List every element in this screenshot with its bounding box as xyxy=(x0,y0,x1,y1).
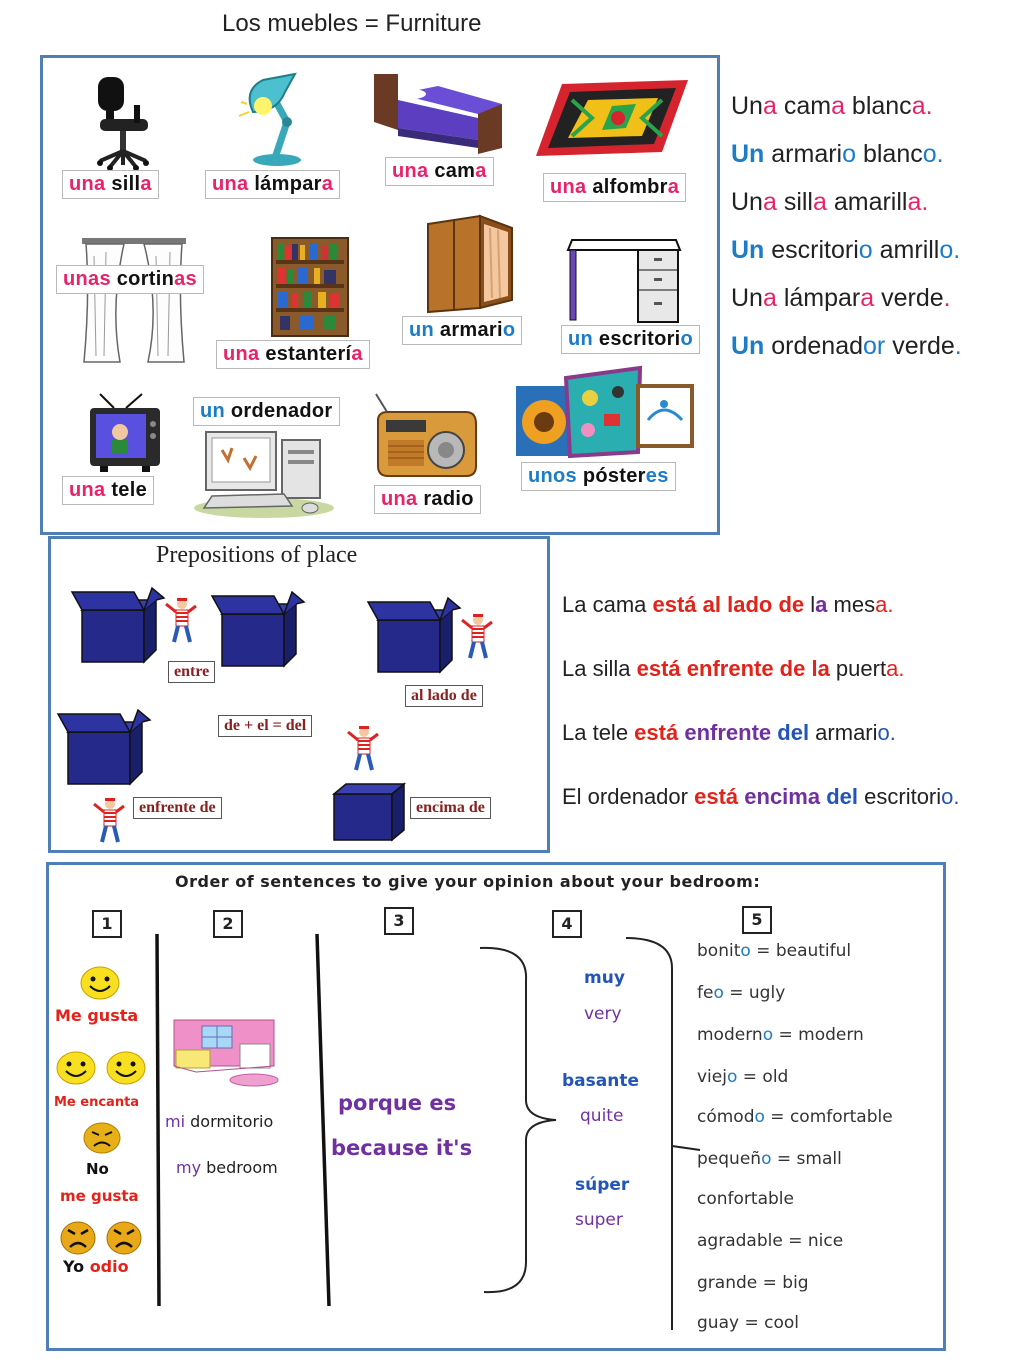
intensifier-super-en: super xyxy=(575,1210,623,1230)
preposition-sentence: La tele está enfrente del armario. xyxy=(562,720,896,745)
adjective-item: cómodo = comfortable xyxy=(697,1107,893,1127)
label-un-armario: un armario xyxy=(402,316,522,345)
step-number-2: 2 xyxy=(213,910,243,938)
label-una-alfombra: una alfombra xyxy=(543,173,686,202)
prep-label-al-lado-de: al lado de xyxy=(405,685,483,707)
label-unos-posteres: unos pósteres xyxy=(521,462,676,491)
prep-label-enfrente-de: enfrente de xyxy=(133,797,222,819)
adjective-sentence: Un ordenador verde. xyxy=(731,332,962,360)
preposition-sentence: La silla está enfrente de la puerta. xyxy=(562,656,905,681)
intensifier-super: súper xyxy=(575,1175,630,1195)
my-bedroom: my bedroom xyxy=(176,1158,278,1177)
preposition-sentence: El ordenador está encima del escritorio. xyxy=(562,784,960,809)
adjective-item: grande = big xyxy=(697,1273,809,1293)
adjective-sentence: Un armario blanco. xyxy=(731,140,944,168)
smiley-icon xyxy=(80,966,120,1000)
me-encanta: Me encanta xyxy=(54,1095,140,1110)
label-una-radio: una radio xyxy=(374,485,481,514)
label-una-lampara: una lámpara xyxy=(205,170,340,199)
intensifier-basante: basante xyxy=(562,1071,639,1091)
adjective-item: viejo = old xyxy=(697,1067,789,1087)
mi-dormitorio: mi dormitorio xyxy=(165,1112,274,1131)
prepositions-title: Prepositions of place xyxy=(156,542,358,568)
adjective-item: moderno = modern xyxy=(697,1025,864,1045)
double-smiley-icon xyxy=(56,1050,152,1086)
adjective-item: guay = cool xyxy=(697,1313,799,1333)
page-title: Los muebles = Furniture xyxy=(222,10,482,37)
preposition-sentence: La cama está al lado de la mesa. xyxy=(562,592,894,617)
no: No xyxy=(86,1160,109,1178)
prep-label-del: de + el = del xyxy=(218,715,312,737)
label-una-tele: una tele xyxy=(62,476,154,505)
adjective-sentence: Una lámpara verde. xyxy=(731,284,951,312)
adjective-item: pequeño = small xyxy=(697,1149,842,1169)
step-number-5: 5 xyxy=(742,906,772,934)
prep-label-entre: entre xyxy=(168,661,215,683)
label-un-escritorio: un escritorio xyxy=(561,325,700,354)
step-number-4: 4 xyxy=(552,910,582,938)
adjective-item: feo = ugly xyxy=(697,983,786,1003)
intensifier-quite: quite xyxy=(580,1106,624,1126)
adjective-item: confortable xyxy=(697,1189,794,1209)
label-unas-cortinas: unas cortinas xyxy=(56,265,204,294)
because-its: because it's xyxy=(331,1136,473,1160)
angry-faces-icon xyxy=(60,1220,146,1256)
porque-es: porque es xyxy=(338,1091,457,1115)
adjective-sentence: Un escritorio amrillo. xyxy=(731,236,961,264)
adjective-item: agradable = nice xyxy=(697,1231,844,1251)
label-un-ordenador: un ordenador xyxy=(193,397,340,426)
label-una-estanteria: una estantería xyxy=(216,340,370,369)
opinion-heading: Order of sentences to give your opinion about your bedroom: xyxy=(175,872,761,891)
step-number-1: 1 xyxy=(92,910,122,938)
prep-label-encima-de: encima de xyxy=(410,797,491,819)
intensifier-very: very xyxy=(584,1004,622,1024)
yo-odio: Yo odio xyxy=(63,1257,129,1276)
label-una-silla: una silla xyxy=(62,170,159,199)
label-una-cama: una cama xyxy=(385,157,494,186)
adjective-sentence: Una cama blanca. xyxy=(731,92,933,120)
me-gusta: Me gusta xyxy=(55,1006,139,1025)
intensifier-muy: muy xyxy=(584,968,625,988)
adjective-sentence: Una silla amarilla. xyxy=(731,188,929,216)
me-gusta-negative: me gusta xyxy=(60,1187,139,1205)
step-number-3: 3 xyxy=(384,907,414,935)
bedroom-illustration xyxy=(170,1014,280,1090)
frown-icon xyxy=(83,1122,121,1154)
adjective-item: bonito = beautiful xyxy=(697,941,852,961)
